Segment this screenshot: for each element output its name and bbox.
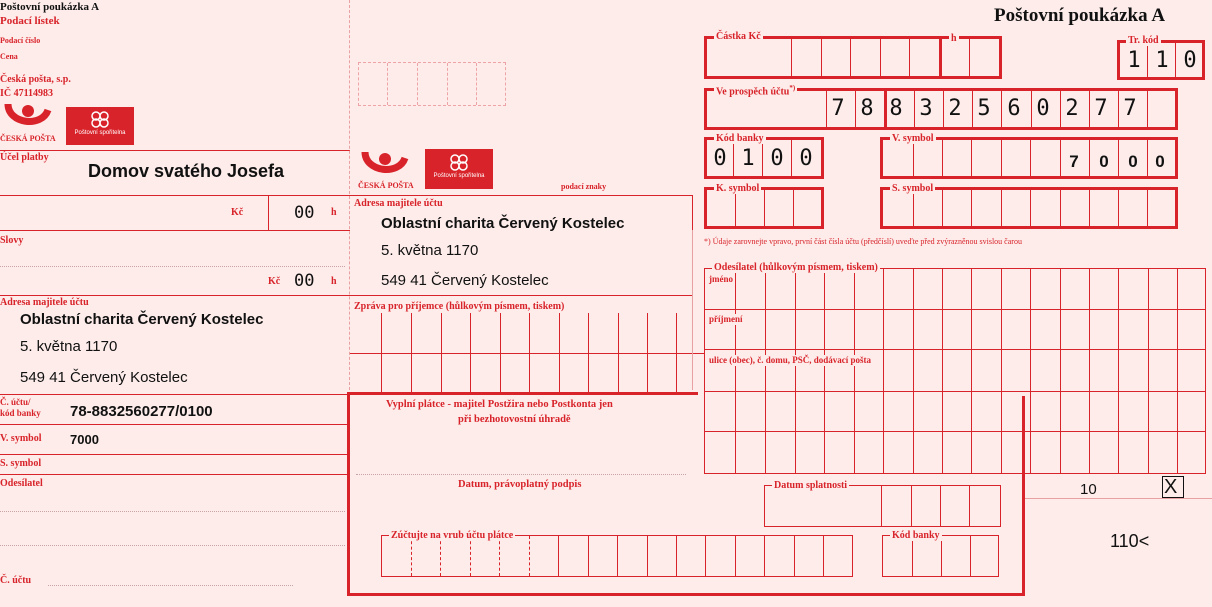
horn-icon — [356, 148, 418, 182]
stub-divider — [0, 295, 350, 296]
x-mark: X — [1164, 476, 1178, 498]
account-digit: 6 — [1007, 96, 1021, 121]
mid-addr-name: Oblastní charita Červený Kostelec — [381, 215, 625, 232]
ceska-posta-logo — [0, 100, 60, 146]
ucel-value: Domov svatého Josefa — [88, 161, 285, 181]
stub-divider — [0, 230, 350, 231]
receipt-stub — [0, 0, 350, 607]
vs-value: 7000 — [70, 432, 99, 447]
vs-digit: 0 — [1128, 152, 1138, 171]
tr-kod-digit: 1 — [1155, 48, 1169, 73]
ks-label: K. symbol — [716, 183, 760, 194]
vs-digit: 0 — [1155, 152, 1165, 171]
dotted-line — [0, 266, 345, 267]
stub-divider — [0, 150, 350, 151]
zuctujte-label: Zúčtujte na vrub účtu plátce — [391, 530, 514, 541]
kc-label: Kč — [231, 207, 244, 218]
dotted-line — [0, 545, 345, 546]
stub-sporitelna-logo — [66, 107, 134, 145]
odesilatel-grid-label: Odesílatel (hůlkovým písmem, tiskem) — [714, 262, 878, 273]
stub-form-name: Poštovní poukázka A — [0, 1, 100, 13]
mid-ceska-posta-logo — [356, 148, 418, 194]
account-digit: 7 — [1123, 96, 1137, 121]
datum-splatnosti-label: Datum splatnosti — [774, 480, 848, 491]
odesilatel-label: Odesílatel — [0, 478, 43, 489]
bank-digit: 0 — [799, 146, 813, 171]
account-digit: 5 — [977, 96, 991, 121]
datum-splatnosti-box — [764, 485, 1001, 527]
vyplni-line1: Vyplní plátce - majitel Postžira nebo Postkonta jen — [386, 399, 613, 410]
stub-sporitelna-text: Poštovní spořitelna — [74, 130, 126, 136]
kod-banky2-label: Kód banky — [892, 530, 940, 541]
ve-prospech-sup: *) — [789, 84, 796, 92]
mid-divider — [350, 195, 693, 196]
zprava-label: Zpráva pro příjemce (hůlkovým písmem, tiskem) — [354, 301, 565, 312]
jmeno-label: jméno — [709, 274, 733, 284]
h-label: h — [331, 207, 337, 218]
code-10: 10 — [1080, 481, 1097, 498]
stub-divider — [0, 474, 350, 475]
dotted-line — [0, 511, 345, 512]
bank-digit: 0 — [770, 146, 784, 171]
stub-addr-street: 5. května 1170 — [20, 338, 118, 355]
ucet-label-2: kód banky — [0, 408, 41, 418]
stub-adresa-label: Adresa majitele účtu — [0, 297, 89, 308]
ucet-label-1: Č. účtu/ — [0, 397, 31, 407]
prijmeni-label: příjmení — [709, 314, 743, 324]
code-110: 110< — [1110, 531, 1150, 551]
ulice-label: ulice (obec), č. domu, PSČ, dodávací pošta — [709, 355, 871, 365]
form-title: Poštovní poukázka A — [994, 5, 1166, 26]
ucet-value: 78-8832560277/0100 — [70, 403, 213, 420]
account-digit: 7 — [1094, 96, 1108, 121]
clover-icon — [449, 153, 469, 171]
h2-label: h — [331, 276, 337, 287]
ucel-label: Účel platby — [0, 152, 49, 163]
castka-h-label: h — [951, 33, 957, 44]
sender-grid — [704, 268, 1206, 474]
account-digit: 0 — [1036, 96, 1050, 121]
company-name: Česká pošta, s.p. — [0, 74, 71, 85]
stub-divider — [0, 424, 350, 425]
vyplni-line2: při bezhotovostní úhradě — [458, 414, 571, 425]
cena-label: Cena — [0, 52, 18, 61]
stub-divider — [268, 195, 269, 230]
tr-kod-box — [1117, 40, 1205, 80]
account-digit: 8 — [889, 96, 903, 121]
stub-logo-text: ČESKÁ POŠTA — [0, 134, 56, 143]
kc2-label: Kč — [268, 276, 281, 287]
mid-sporitelna-logo — [425, 149, 493, 189]
tr-kod-label: Tr. kód — [1128, 35, 1159, 46]
clover-icon — [90, 110, 110, 128]
stub-subtitle: Podací lístek — [0, 15, 60, 27]
stub-addr-city: 549 41 Červený Kostelec — [20, 369, 188, 386]
vs-label-right: V. symbol — [892, 133, 934, 144]
account-digit: 2 — [948, 96, 962, 121]
ss-label-right: S. symbol — [892, 183, 934, 194]
account-digit: 8 — [860, 96, 874, 121]
dotted-line — [48, 585, 293, 586]
slovy-label: Slovy — [0, 235, 24, 246]
ve-prospech-label — [714, 83, 797, 97]
mid-adresa-label: Adresa majitele účtu — [354, 198, 443, 209]
kc-value: 00 — [294, 203, 315, 223]
account-digit: 7 — [831, 96, 845, 121]
company-ic: IČ 47114983 — [0, 88, 54, 99]
podaci-cislo-label: Podací číslo — [0, 36, 41, 45]
horn-icon — [0, 100, 60, 134]
account-digit: 2 — [1065, 96, 1079, 121]
account-digit: 3 — [919, 96, 933, 121]
ss-label: S. symbol — [0, 458, 42, 469]
vs-digit: 7 — [1069, 152, 1079, 171]
stub-divider — [0, 195, 350, 196]
kc2-value: 00 — [294, 271, 315, 291]
mid-sporitelna-text: Poštovní spořitelna — [433, 173, 485, 179]
kod-banky-label: Kód banky — [716, 133, 764, 144]
alignment-note: *) Údaje zarovnejte vpravo, první část čísla účtu (předčíslí) uveďte před zvýrazněnou svislou čarou — [704, 237, 1022, 246]
tr-kod-digit: 0 — [1183, 48, 1197, 73]
stamp-boxes — [358, 62, 506, 106]
stub-addr-name: Oblastní charita Červený Kostelec — [20, 311, 264, 328]
stub-divider — [0, 454, 350, 455]
cucet-label: Č. účtu — [0, 575, 32, 586]
stub-divider — [0, 394, 350, 395]
right-section-divider — [692, 230, 693, 390]
datum-podpis: Datum, právoplatný podpis — [458, 479, 582, 490]
ve-prospech-text: Ve prospěch účtu — [716, 86, 790, 98]
zprava-grid — [350, 313, 705, 393]
tr-kod-digit: 1 — [1127, 48, 1141, 73]
podaci-znaky: podací znaky — [561, 182, 607, 191]
kod-banky2-box — [882, 535, 999, 577]
dotted-line — [356, 474, 686, 475]
vs-label: V. symbol — [0, 433, 42, 444]
bank-digit: 1 — [741, 146, 755, 171]
mid-addr-street: 5. května 1170 — [381, 242, 479, 259]
zuctujte-box — [381, 535, 853, 577]
mid-divider — [350, 295, 693, 296]
bottom-code-line — [1025, 498, 1212, 499]
mid-addr-city: 549 41 Červený Kostelec — [381, 272, 549, 289]
castka-label: Částka Kč — [716, 31, 761, 42]
bank-digit: 0 — [713, 146, 727, 171]
mid-logo-text: ČESKÁ POŠTA — [358, 181, 414, 190]
vs-digit: 0 — [1099, 152, 1109, 171]
